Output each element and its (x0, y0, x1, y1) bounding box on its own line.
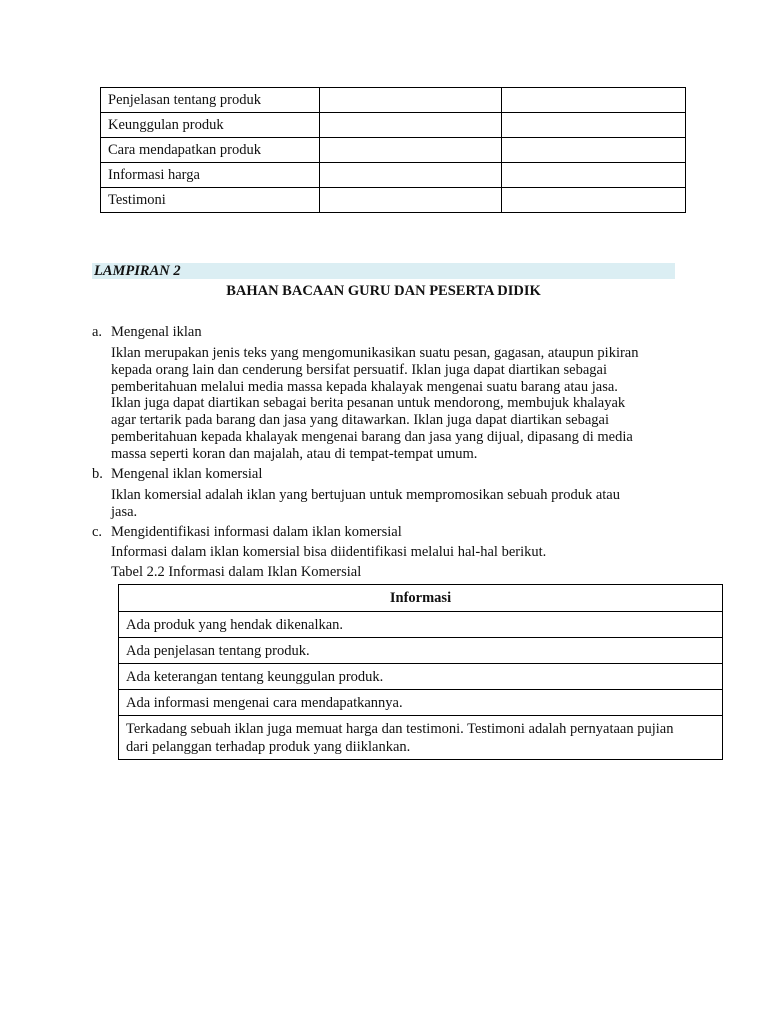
section-title: Mengenal iklan (111, 324, 202, 340)
table-row (101, 113, 686, 138)
table-row (101, 138, 686, 163)
paragraph-line: massa seperti koran dan majalah, atau di tempat-tempat umum. (111, 445, 478, 462)
table-cell: Ada keterangan tentang keunggulan produk. (119, 664, 723, 690)
paragraph-line: agar tertarik pada barang dan jasa yang ditawarkan. Iklan juga dapat diartikan sebagai (111, 412, 610, 429)
empty-cell (319, 163, 502, 188)
row-label: Keunggulan produk (101, 113, 320, 138)
row-label: Testimoni (101, 188, 320, 213)
section-title: Mengenal iklan komersial (111, 466, 263, 482)
table-row (101, 163, 686, 188)
list-marker: a. (92, 324, 103, 340)
section-title: Mengidentifikasi informasi dalam iklan komersial (111, 524, 402, 540)
table-row (101, 188, 686, 213)
paragraph-line: kepada orang lain dan cenderung bersifat persuatif. Iklan juga dapat diartikan sebagai (111, 361, 608, 378)
table-caption: Tabel 2.2 Informasi dalam Iklan Komersial (111, 564, 362, 580)
cell-line: dari pelanggan terhadap produk yang diiklankan. (126, 738, 411, 755)
lampiran-label: LAMPIRAN 2 (92, 263, 675, 279)
table-row (119, 690, 723, 716)
empty-cell (502, 138, 686, 163)
section-c-paragraph (111, 544, 681, 561)
empty-cell (319, 138, 502, 163)
paragraph-line: Iklan merupakan jenis teks yang mengomunikasikan suatu pesan, gagasan, ataupun pikiran (111, 345, 639, 361)
paragraph-line: pemberitahuan kepada khalayak mengenai barang dan jasa yang dijual, dipasang di media (111, 428, 633, 445)
column-header: Informasi (119, 585, 723, 612)
empty-cell (502, 163, 686, 188)
table-cell: Ada produk yang hendak dikenalkan. (119, 612, 723, 638)
empty-cell (319, 88, 502, 113)
empty-cell (502, 188, 686, 213)
paragraph-line: Iklan komersial adalah iklan yang bertujuan untuk mempromosikan sebuah produk atau (111, 487, 620, 503)
section-b-paragraph (111, 487, 681, 521)
table-row (101, 88, 686, 113)
table-cell: Ada penjelasan tentang produk. (119, 638, 723, 664)
empty-cell (319, 188, 502, 213)
row-label: Informasi harga (101, 163, 320, 188)
table-header-row (119, 585, 723, 612)
paragraph-line: Informasi dalam iklan komersial bisa diidentifikasi melalui hal-hal berikut. (111, 544, 547, 560)
section-a-paragraph (111, 345, 681, 463)
info-table (118, 584, 723, 760)
table-cell: Ada informasi mengenai cara mendapatkannya. (119, 690, 723, 716)
empty-cell (319, 113, 502, 138)
table-row (119, 664, 723, 690)
list-marker: b. (92, 466, 103, 482)
table-row (119, 612, 723, 638)
cell-line: Terkadang sebuah iklan juga memuat harga dan testimoni. Testimoni adalah pernyataan pujian (126, 720, 674, 737)
empty-cell (502, 113, 686, 138)
table-row (119, 638, 723, 664)
table-cell (119, 716, 723, 760)
table-row (119, 716, 723, 760)
row-label: Penjelasan tentang produk (101, 88, 320, 113)
section-heading: BAHAN BACAAN GURU DAN PESERTA DIDIK (226, 283, 541, 299)
paragraph-line: Iklan juga dapat diartikan sebagai berita pesanan untuk mendorong, membujuk khalayak (111, 395, 626, 412)
empty-cell (502, 88, 686, 113)
paragraph-line: pemberitahuan melalui media massa kepada khalayak mengenai suatu barang atau jasa. (111, 378, 618, 395)
evaluation-table (100, 87, 686, 213)
row-label: Cara mendapatkan produk (101, 138, 320, 163)
list-marker: c. (92, 524, 103, 540)
paragraph-line: jasa. (111, 503, 138, 520)
